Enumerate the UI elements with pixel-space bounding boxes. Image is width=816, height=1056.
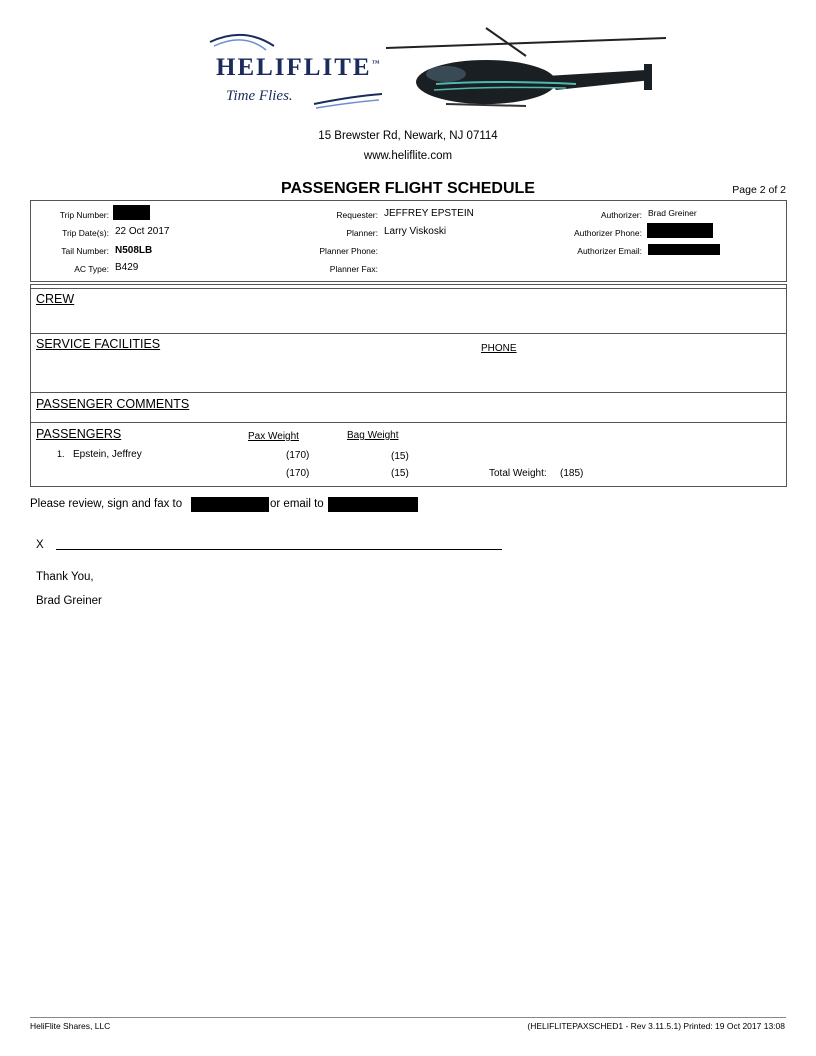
trip-dates-value: 22 Oct 2017: [115, 226, 170, 237]
passenger-comments-heading: PASSENGER COMMENTS: [36, 397, 190, 411]
company-website[interactable]: www.heliflite.com: [363, 150, 453, 162]
planner-phone-label: Planner Phone:: [319, 246, 378, 256]
divider: [31, 288, 786, 289]
signature-line[interactable]: [56, 549, 502, 550]
trip-info-box: [30, 200, 787, 282]
passenger-number: 1.: [57, 449, 65, 459]
planner-fax-label: Planner Fax:: [329, 264, 378, 274]
total-weight-value: (185): [560, 468, 584, 479]
company-address: 15 Brewster Rd, Newark, NJ 07114: [318, 130, 498, 142]
footer-print-info: (HELIFLITEPAXSCHED1 - Rev 3.11.5.1) Printed: 19 Oct 2017 13:08: [527, 1021, 785, 1031]
ac-type-label: AC Type:: [74, 264, 109, 274]
document-title: PASSENGER FLIGHT SCHEDULE: [281, 180, 535, 197]
footer-divider: [30, 1017, 786, 1018]
divider: [31, 392, 786, 393]
redacted-authorizer-email: [648, 244, 720, 255]
signature-name: Brad Greiner: [36, 595, 102, 607]
crew-heading: CREW: [36, 292, 75, 306]
redacted-authorizer-phone: [647, 223, 713, 238]
authorizer-label: Authorizer:: [600, 210, 642, 220]
divider: [31, 422, 786, 423]
total-bag-weight: (15): [391, 468, 409, 479]
page-number: Page 2 of 2: [732, 184, 786, 196]
total-weight-label: Total Weight:: [489, 468, 547, 479]
brand-name: HELIFLITE™: [216, 54, 382, 81]
redacted-fax-number: [191, 497, 269, 512]
redacted-trip-number: [113, 205, 150, 220]
passenger-bag-weight: (15): [391, 451, 409, 462]
bag-weight-heading: Bag Weight: [347, 430, 399, 441]
sections-box: [30, 284, 787, 487]
or-email-text: or email to: [270, 498, 324, 510]
trip-number-label: Trip Number:: [59, 210, 109, 220]
review-instruction: Please review, sign and fax to: [30, 498, 183, 510]
total-pax-weight: (170): [286, 468, 310, 479]
tail-number-value: N508LB: [115, 245, 153, 256]
redacted-email-address: [328, 497, 418, 512]
divider: [31, 333, 786, 334]
phone-heading: PHONE: [481, 343, 517, 354]
helicopter-icon: [376, 24, 676, 122]
planner-label: Planner:: [346, 228, 378, 238]
passengers-heading: PASSENGERS: [36, 427, 122, 441]
tail-number-label: Tail Number:: [61, 246, 109, 256]
authorizer-email-label: Authorizer Email:: [577, 246, 642, 256]
authorizer-value: Brad Greiner: [648, 208, 697, 218]
service-facilities-heading: SERVICE FACILITIES: [36, 337, 161, 351]
thank-you-text: Thank You,: [36, 571, 94, 583]
requester-label: Requester:: [336, 210, 378, 220]
trip-dates-label: Trip Date(s):: [62, 228, 109, 238]
ac-type-value: B429: [115, 262, 139, 273]
authorizer-phone-label: Authorizer Phone:: [573, 228, 642, 238]
brand-tagline: Time Flies.: [226, 88, 293, 104]
requester-value: JEFFREY EPSTEIN: [384, 208, 474, 219]
company-logo: [204, 24, 676, 122]
passenger-name: Epstein, Jeffrey: [73, 449, 142, 460]
planner-value: Larry Viskoski: [384, 226, 447, 237]
footer-company: HeliFlite Shares, LLC: [30, 1021, 111, 1031]
signature-x-mark: X: [36, 539, 44, 551]
passenger-pax-weight: (170): [286, 450, 310, 461]
pax-weight-heading: Pax Weight: [248, 431, 299, 442]
